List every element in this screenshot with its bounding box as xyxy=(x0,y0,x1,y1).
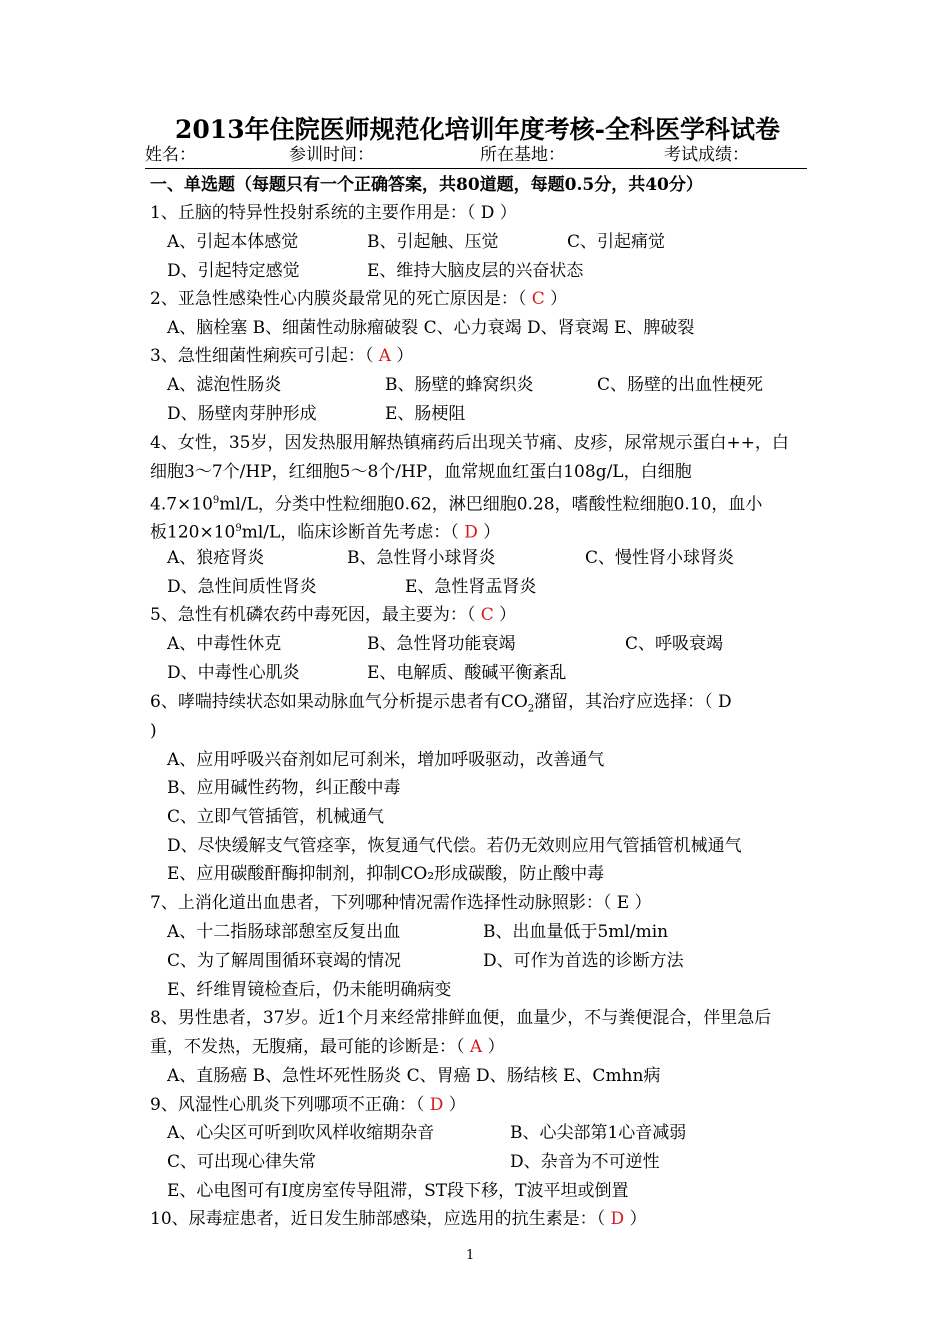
question-6-line-2: ) xyxy=(150,721,157,741)
question-5-stem xyxy=(150,604,516,626)
q1-option-e: E、维持大脑皮层的兴奋状态 xyxy=(367,261,584,281)
q3-option-a: A、滤泡性肠炎 xyxy=(167,375,282,395)
question-10-stem xyxy=(150,1208,647,1230)
q4-option-b: B、急性肾小球肾炎 xyxy=(347,548,496,568)
exam-title: 2013年住院医师规范化培训年度考核-全科医学科试卷 xyxy=(175,115,780,144)
examinee-info-bar xyxy=(145,144,807,169)
q3-answer: A xyxy=(378,346,392,366)
q7-option-d: D、可作为首选的诊断方法 xyxy=(483,951,684,971)
q4-line4-part2: ml/L，临床诊断首先考虑：（ xyxy=(241,522,465,543)
q9-option-b: B、心尖部第1心音减弱 xyxy=(510,1123,687,1143)
q7-option-b: B、出血量低于5ml/min xyxy=(483,922,669,942)
q4-answer: D xyxy=(464,522,478,543)
score-label: 考试成绩： xyxy=(664,145,749,165)
q6-option-d: D、尽快缓解支气管痉挛，恢复通气代偿。若仍无效则应用气管插管机械通气 xyxy=(167,836,742,856)
q5-text: 5、急性有机磷农药中毒死因，最主要为：（ xyxy=(150,605,481,625)
q10-answer: D xyxy=(610,1209,625,1229)
q4-exponent-1: 9 xyxy=(212,495,220,506)
question-7-stem: 7、上消化道出血患者，下列哪种情况需作选择性动脉照影：（ E ） xyxy=(150,893,652,913)
question-4-line-2: 细胞3～7个/HP，红细胞5～8个/HP，血常规血红蛋白108g/L，白细胞 xyxy=(150,462,692,482)
question-8-line-1: 8、男性患者，37岁。近1个月来经常排鲜血便，血量少，不与粪便混合，伴里急后 xyxy=(150,1008,772,1028)
q3-option-d: D、肠壁肉芽肿形成 xyxy=(167,404,317,424)
q1-option-a: A、引起本体感觉 xyxy=(167,232,299,252)
question-4-line-4 xyxy=(150,518,500,544)
q6-option-c: C、立即气管插管，机械通气 xyxy=(167,807,385,827)
name-label: 姓名： xyxy=(145,145,196,165)
base-label: 所在基地： xyxy=(480,145,565,165)
q9-option-c: C、可出现心律失常 xyxy=(167,1152,317,1172)
q1-option-b: B、引起触、压觉 xyxy=(367,232,499,252)
question-4-line-3 xyxy=(150,490,762,516)
q9-paren: ） xyxy=(443,1095,466,1115)
q2-answer: C xyxy=(531,289,545,309)
question-1-stem: 1、丘脑的特异性投射系统的主要作用是：（ D ） xyxy=(150,203,517,223)
page-number: 1 xyxy=(466,1248,475,1263)
training-time-label: 参训时间： xyxy=(289,145,374,165)
q8-text: 重，不发热，无腹痛，最可能的诊断是：（ xyxy=(150,1037,470,1057)
q7-option-c: C、为了解周围循环衰竭的情况 xyxy=(167,951,402,971)
q4-option-a: A、狼疮肾炎 xyxy=(167,548,265,568)
q5-option-d: D、中毒性心肌炎 xyxy=(167,663,300,683)
q4-line3-part1: 4.7×10 xyxy=(150,494,213,515)
question-6-line-1 xyxy=(150,691,732,720)
q5-option-a: A、中毒性休克 xyxy=(167,634,282,654)
question-4-line-1: 4、女性，35岁，因发热服用解热镇痛药后出现关节痛、皮疹，尿常规示蛋白++，白 xyxy=(150,433,789,453)
q6-text-part1: 6、哮喘持续状态如果动脉血气分析提示患者有CO xyxy=(150,692,528,712)
q5-paren: ） xyxy=(493,605,517,625)
question-9-stem xyxy=(150,1094,466,1116)
q4-exponent-2: 9 xyxy=(235,523,242,534)
q4-line4-part1: 板120×10 xyxy=(150,522,236,543)
section-heading: 一、单选题（每题只有一个正确答案，共80道题，每题0.5分，共40分） xyxy=(150,175,703,195)
q2-paren: ） xyxy=(544,289,568,309)
q8-answer: A xyxy=(469,1037,483,1057)
q6-subscript: 2 xyxy=(527,703,535,715)
q1-option-d: D、引起特定感觉 xyxy=(167,261,300,281)
question-2-stem xyxy=(150,288,567,310)
q9-option-a: A、心尖区可听到吹风样收缩期杂音 xyxy=(167,1123,435,1143)
q4-option-e: E、急性肾盂肾炎 xyxy=(405,577,537,597)
q6-option-b: B、应用碱性药物，纠正酸中毒 xyxy=(167,778,401,798)
q4-option-c: C、慢性肾小球肾炎 xyxy=(585,548,735,568)
q6-option-a: A、应用呼吸兴奋剂如尼可刹米，增加呼吸驱动，改善通气 xyxy=(167,750,605,770)
q6-option-e: E、应用碳酸酐酶抑制剂，抑制CO₂形成碳酸，防止酸中毒 xyxy=(167,864,605,884)
q9-option-e: E、心电图可有I度房室传导阻滞，ST段下移，T波平坦或倒置 xyxy=(167,1181,629,1201)
q4-option-d: D、急性间质性肾炎 xyxy=(167,577,317,597)
q2-options: A、脑栓塞 B、细菌性动脉瘤破裂 C、心力衰竭 D、肾衰竭 E、脾破裂 xyxy=(167,318,695,338)
q3-option-c: C、肠壁的出血性梗死 xyxy=(597,375,764,395)
q5-option-e: E、电解质、酸碱平衡紊乱 xyxy=(367,663,567,683)
q5-answer: C xyxy=(480,605,494,625)
q3-paren: ） xyxy=(391,346,414,366)
q1-option-c: C、引起痛觉 xyxy=(567,232,666,252)
q9-text: 9、风湿性心肌炎下列哪项不正确：（ xyxy=(150,1095,430,1115)
q7-option-a: A、十二指肠球部憩室反复出血 xyxy=(167,922,401,942)
q7-option-e: E、纤维胃镜检查后，仍未能明确病变 xyxy=(167,980,452,1000)
q9-option-d: D、杂音为不可逆性 xyxy=(510,1152,660,1172)
q6-text-part2: 潴留，其治疗应选择：（ D xyxy=(534,692,732,712)
q10-text: 10、尿毒症患者，近日发生肺部感染，应选用的抗生素是：（ xyxy=(150,1209,611,1229)
q2-text: 2、亚急性感染性心内膜炎最常见的死亡原因是：（ xyxy=(150,289,532,309)
q9-answer: D xyxy=(429,1095,444,1115)
q5-option-b: B、急性肾功能衰竭 xyxy=(367,634,516,654)
question-3-stem xyxy=(150,345,413,367)
q10-paren: ） xyxy=(624,1209,647,1229)
q4-paren: ） xyxy=(477,522,501,543)
q4-line3-part2: ml/L，分类中性粒细胞0.62，淋巴细胞0.28，嗜酸性粒细胞0.10，血小 xyxy=(219,494,763,515)
q8-paren: ） xyxy=(482,1037,505,1057)
q3-text: 3、急性细菌性痢疾可引起：（ xyxy=(150,346,379,366)
q8-options: A、直肠癌 B、急性坏死性肠炎 C、胃癌 D、肠结核 E、Cmhn病 xyxy=(167,1066,661,1086)
question-8-line-2 xyxy=(150,1036,505,1058)
q5-option-c: C、呼吸衰竭 xyxy=(625,634,724,654)
q3-option-e: E、肠梗阻 xyxy=(385,404,466,424)
q3-option-b: B、肠壁的蜂窝织炎 xyxy=(385,375,534,395)
